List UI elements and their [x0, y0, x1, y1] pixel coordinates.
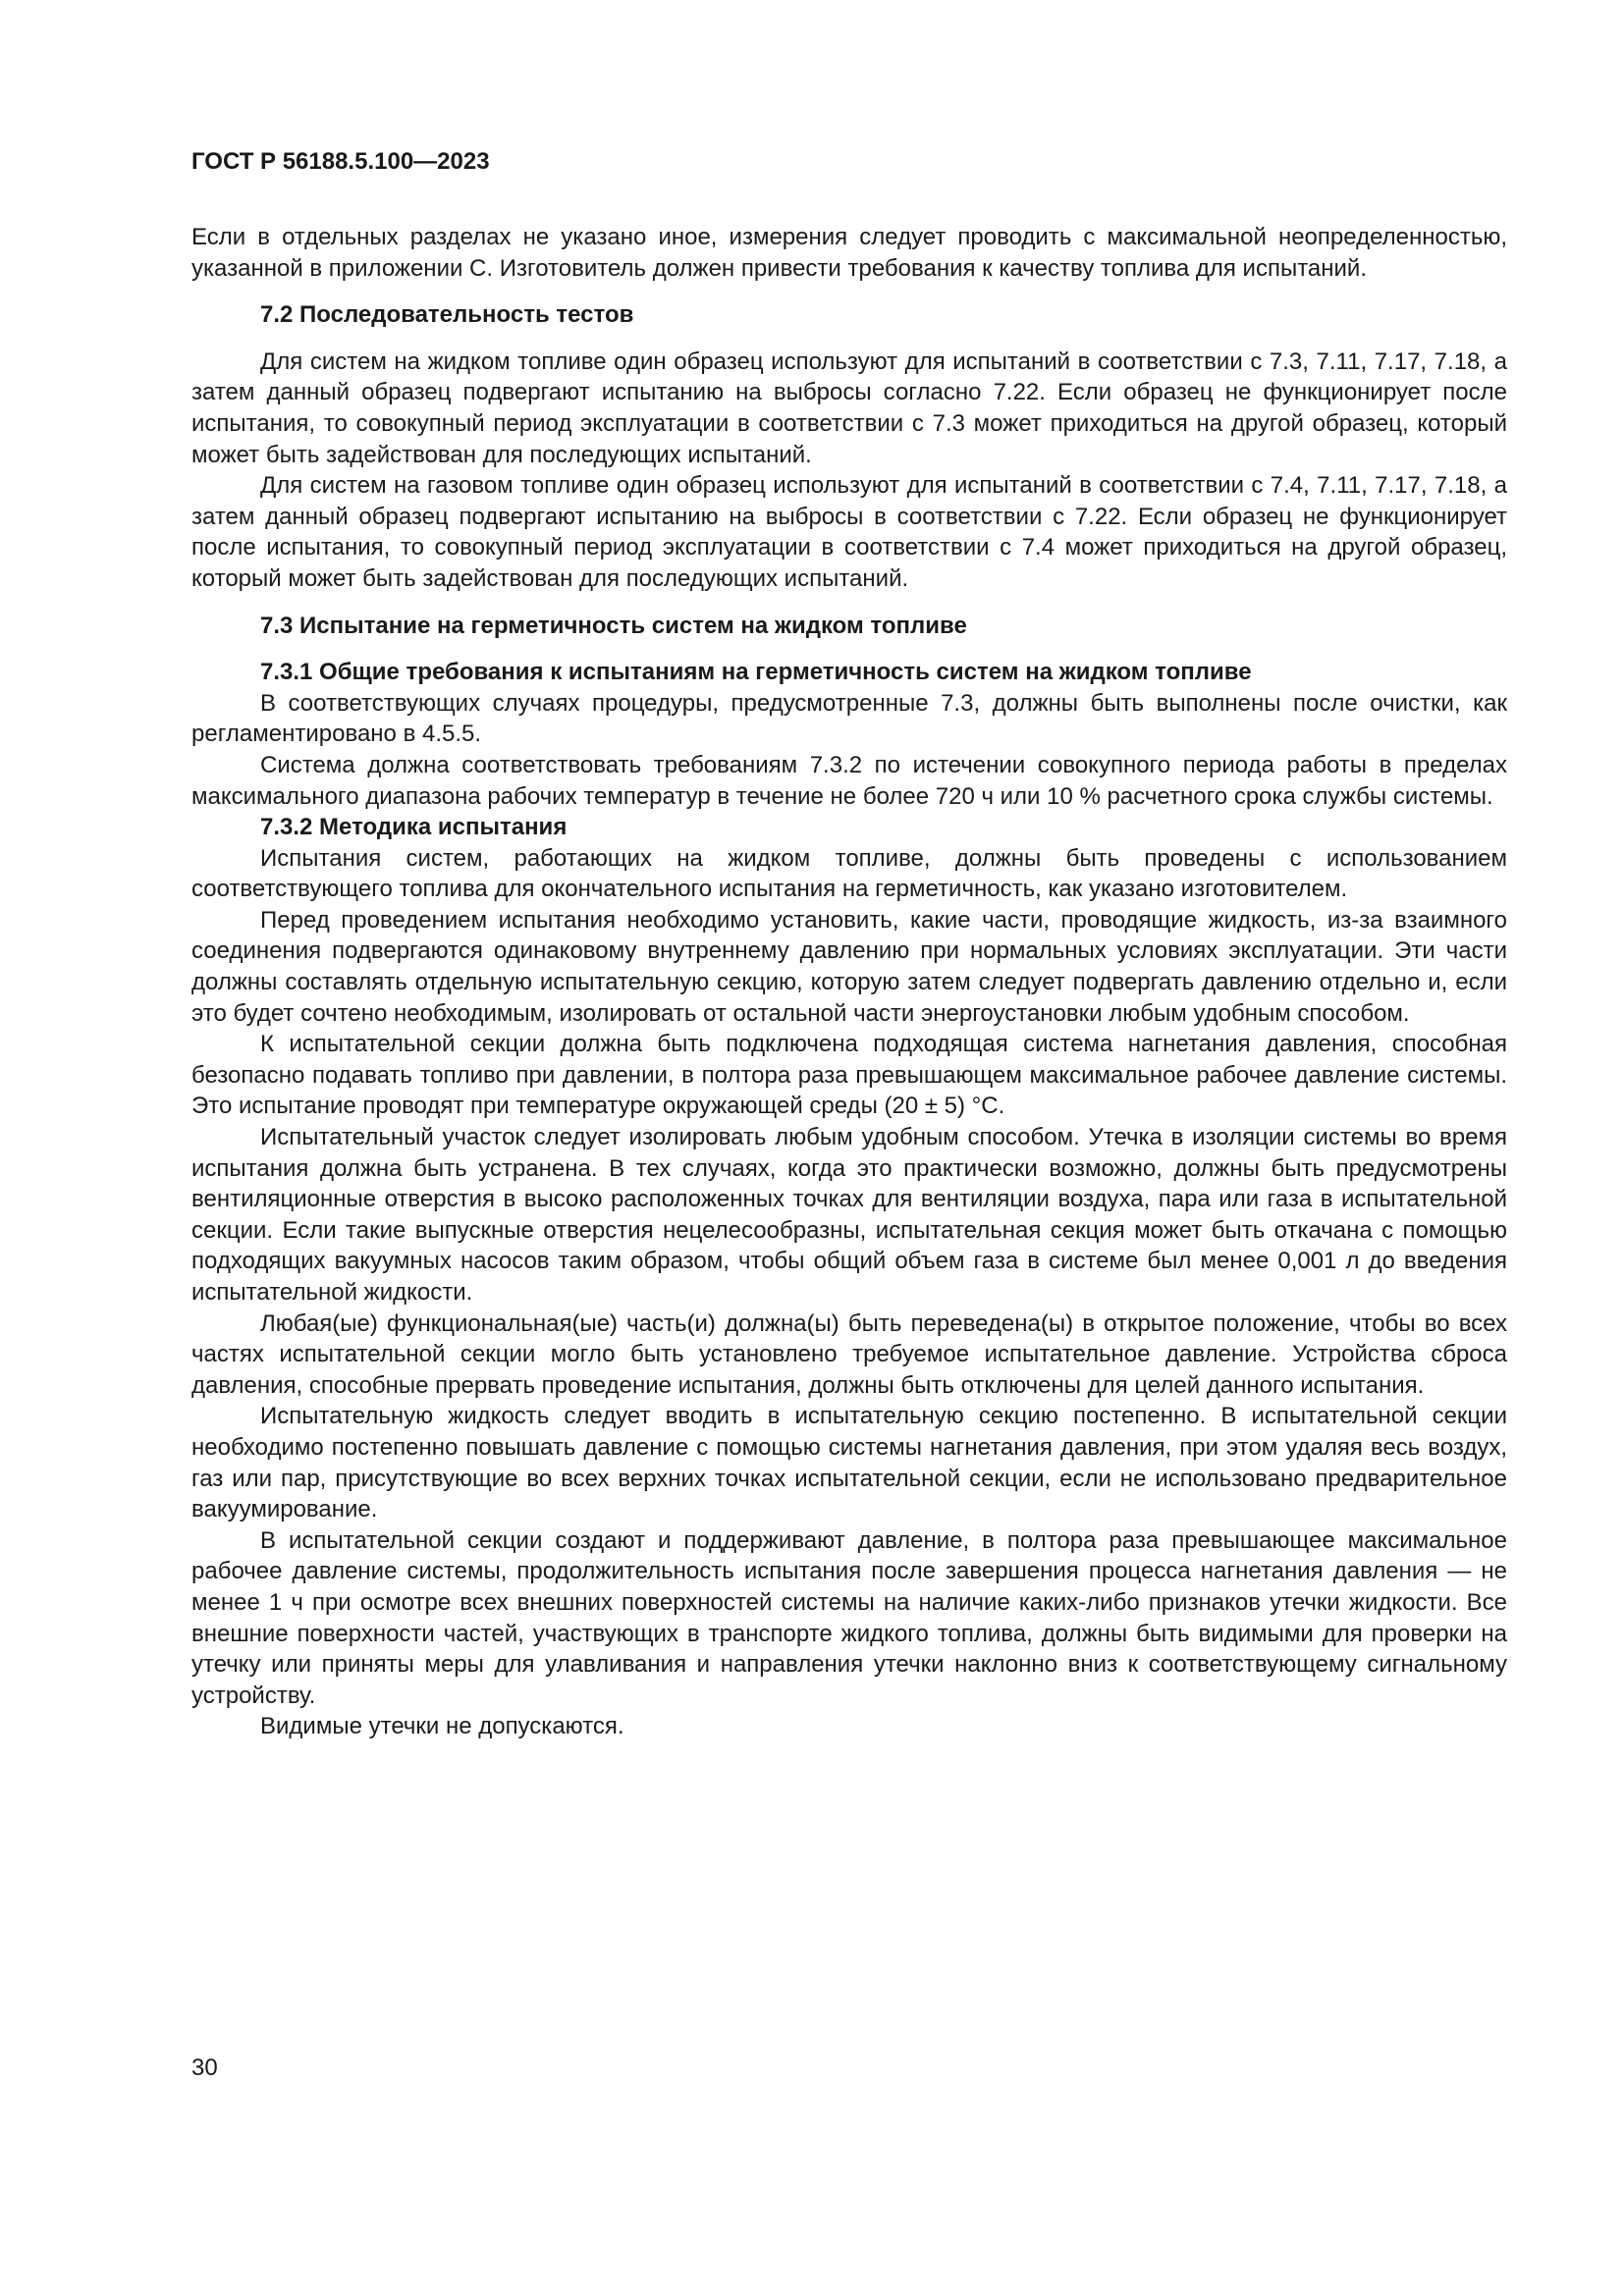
- section-7-3-2-paragraph-4: Испытательный участок следует изолировать любым удобным способом. Утечка в изоляции системы во время испытания должна быть устранена. В тех случаях, когда это практически возможно, должны быть предусмотрены вентиляционные отверстия в высоко расположенных точках для вентиляции воздуха, пара или газа в испытательной секции. Если такие выпускные отверстия нецелесообразны, испытательная секция может быть откачана с помощью подходящих вакуумных насосов таким образом, чтобы общий объем газа в системе был менее 0,001 л до введения испытательной жидкости.: [191, 1124, 1507, 1306]
- section-7-3-2-paragraph-5: Любая(ые) функциональная(ые) часть(и) должна(ы) быть переведена(ы) в открытое положение, чтобы во всех частях испытательной секции могло быть установлено требуемое испытательное давление. Устройства сброса давления, способные прервать проведение испытания, должны быть отключены для целей данного испытания.: [191, 1309, 1507, 1399]
- section-7-2-paragraph-2: Для систем на газовом топливе один образец используют для испытаний в соответствии с 7.4, 7.11, 7.17, 7.18, а затем данный образец подвергают испытанию на выбросы в соответствии с 7.22. Если образец не функционирует после испытания, то совокупный период эксплуатации в соответствии с 7.4 может приходиться на другой образец, который может быть задействован для последующих испытаний.: [191, 472, 1507, 592]
- section-7-3-2-heading: 7.3.2 Методика испытания: [260, 814, 568, 841]
- page-number: 30: [191, 2055, 218, 2081]
- section-7-3-1-paragraph-2: Система должна соответствовать требованиям 7.3.2 по истечении совокупного периода работы в пределах максимального диапазона рабочих температур в течение не более 720 ч или 10 % расчетного срока службы системы.: [191, 751, 1507, 810]
- section-7-3-2-paragraph-7: В испытательной секции создают и поддерживают давление, в полтора раза превышающее максимальное рабочее давление системы, продолжительность испытания после завершения процесса нагнетания давления — не менее 1 ч при осмотре всех внешних поверхностей системы на наличие каких-либо признаков утечки жидкости. Все внешние поверхности частей, участвующих в транспорте жидкого топлива, должны быть видимыми для проверки на утечку или приняты меры для улавливания и направления утечки наклонно вниз к соответствующему сигнальному устройству.: [191, 1526, 1507, 1709]
- section-7-3-1-heading: 7.3.1 Общие требования к испытаниям на герметичность систем на жидком топливе: [260, 659, 1252, 686]
- section-7-2-heading: 7.2 Последовательность тестов: [260, 301, 634, 329]
- section-7-3-heading: 7.3 Испытание на герметичность систем на жидком топливе: [260, 612, 967, 639]
- section-7-3-2-paragraph-1: Испытания систем, работающих на жидком топливе, должны быть проведены с использованием соответствующего топлива для окончательного испытания на герметичность, как указано изготовителем.: [191, 844, 1507, 903]
- document-code: ГОСТ Р 56188.5.100—2023: [191, 148, 490, 175]
- document-body: [191, 222, 1507, 1742]
- section-7-3-2-paragraph-3: К испытательной секции должна быть подключена подходящая система нагнетания давления, способная безопасно подавать топливо при давлении, в полтора раза превышающем максимальное рабочее давление системы. Это испытание проводят при температуре окружающей среды (20 ± 5) °С.: [191, 1031, 1507, 1120]
- section-7-3-1-paragraph-1: В соответствующих случаях процедуры, предусмотренные 7.3, должны быть выполнены после очистки, как регламентировано в 4.5.5.: [191, 689, 1507, 748]
- section-7-3-2-paragraph-6: Испытательную жидкость следует вводить в испытательную секцию постепенно. В испытательной секции необходимо постепенно повышать давление с помощью системы нагнетания давления, при этом удаляя весь воздух, газ или пар, присутствующие во всех верхних точках испытательной секции, если не использовано предварительное вакуумирование.: [191, 1403, 1507, 1523]
- section-7-3-2-paragraph-8: Видимые утечки не допускаются.: [260, 1713, 624, 1740]
- section-7-3-2-paragraph-2: Перед проведением испытания необходимо установить, какие части, проводящие жидкость, из-за взаимного соединения подвергаются одинаковому внутреннему давлению при нормальных условиях эксплуатации. Эти части должны составлять отдельную испытательную секцию, которую затем следует подвергать давлению отдельно и, если это будет сочтено необходимым, изолировать от остальной части энергоустановки любым удобным способом.: [191, 906, 1507, 1027]
- section-7-2-paragraph-1: Для систем на жидком топливе один образец используют для испытаний в соответствии с 7.3, 7.11, 7.17, 7.18, а затем данный образец подвергают испытанию на выбросы согласно 7.22. Если образец не функционирует после испытания, то совокупный период эксплуатации в соответствии с 7.3 может приходиться на другой образец, который может быть задействован для последующих испытаний.: [191, 347, 1507, 468]
- intro-paragraph: Если в отдельных разделах не указано иное, измерения следует проводить с максимальной неопределенностью, указанной в приложении C. Изготовитель должен привести требования к качеству топлива для испытаний.: [191, 224, 1507, 282]
- document-page: [191, 147, 1507, 2209]
